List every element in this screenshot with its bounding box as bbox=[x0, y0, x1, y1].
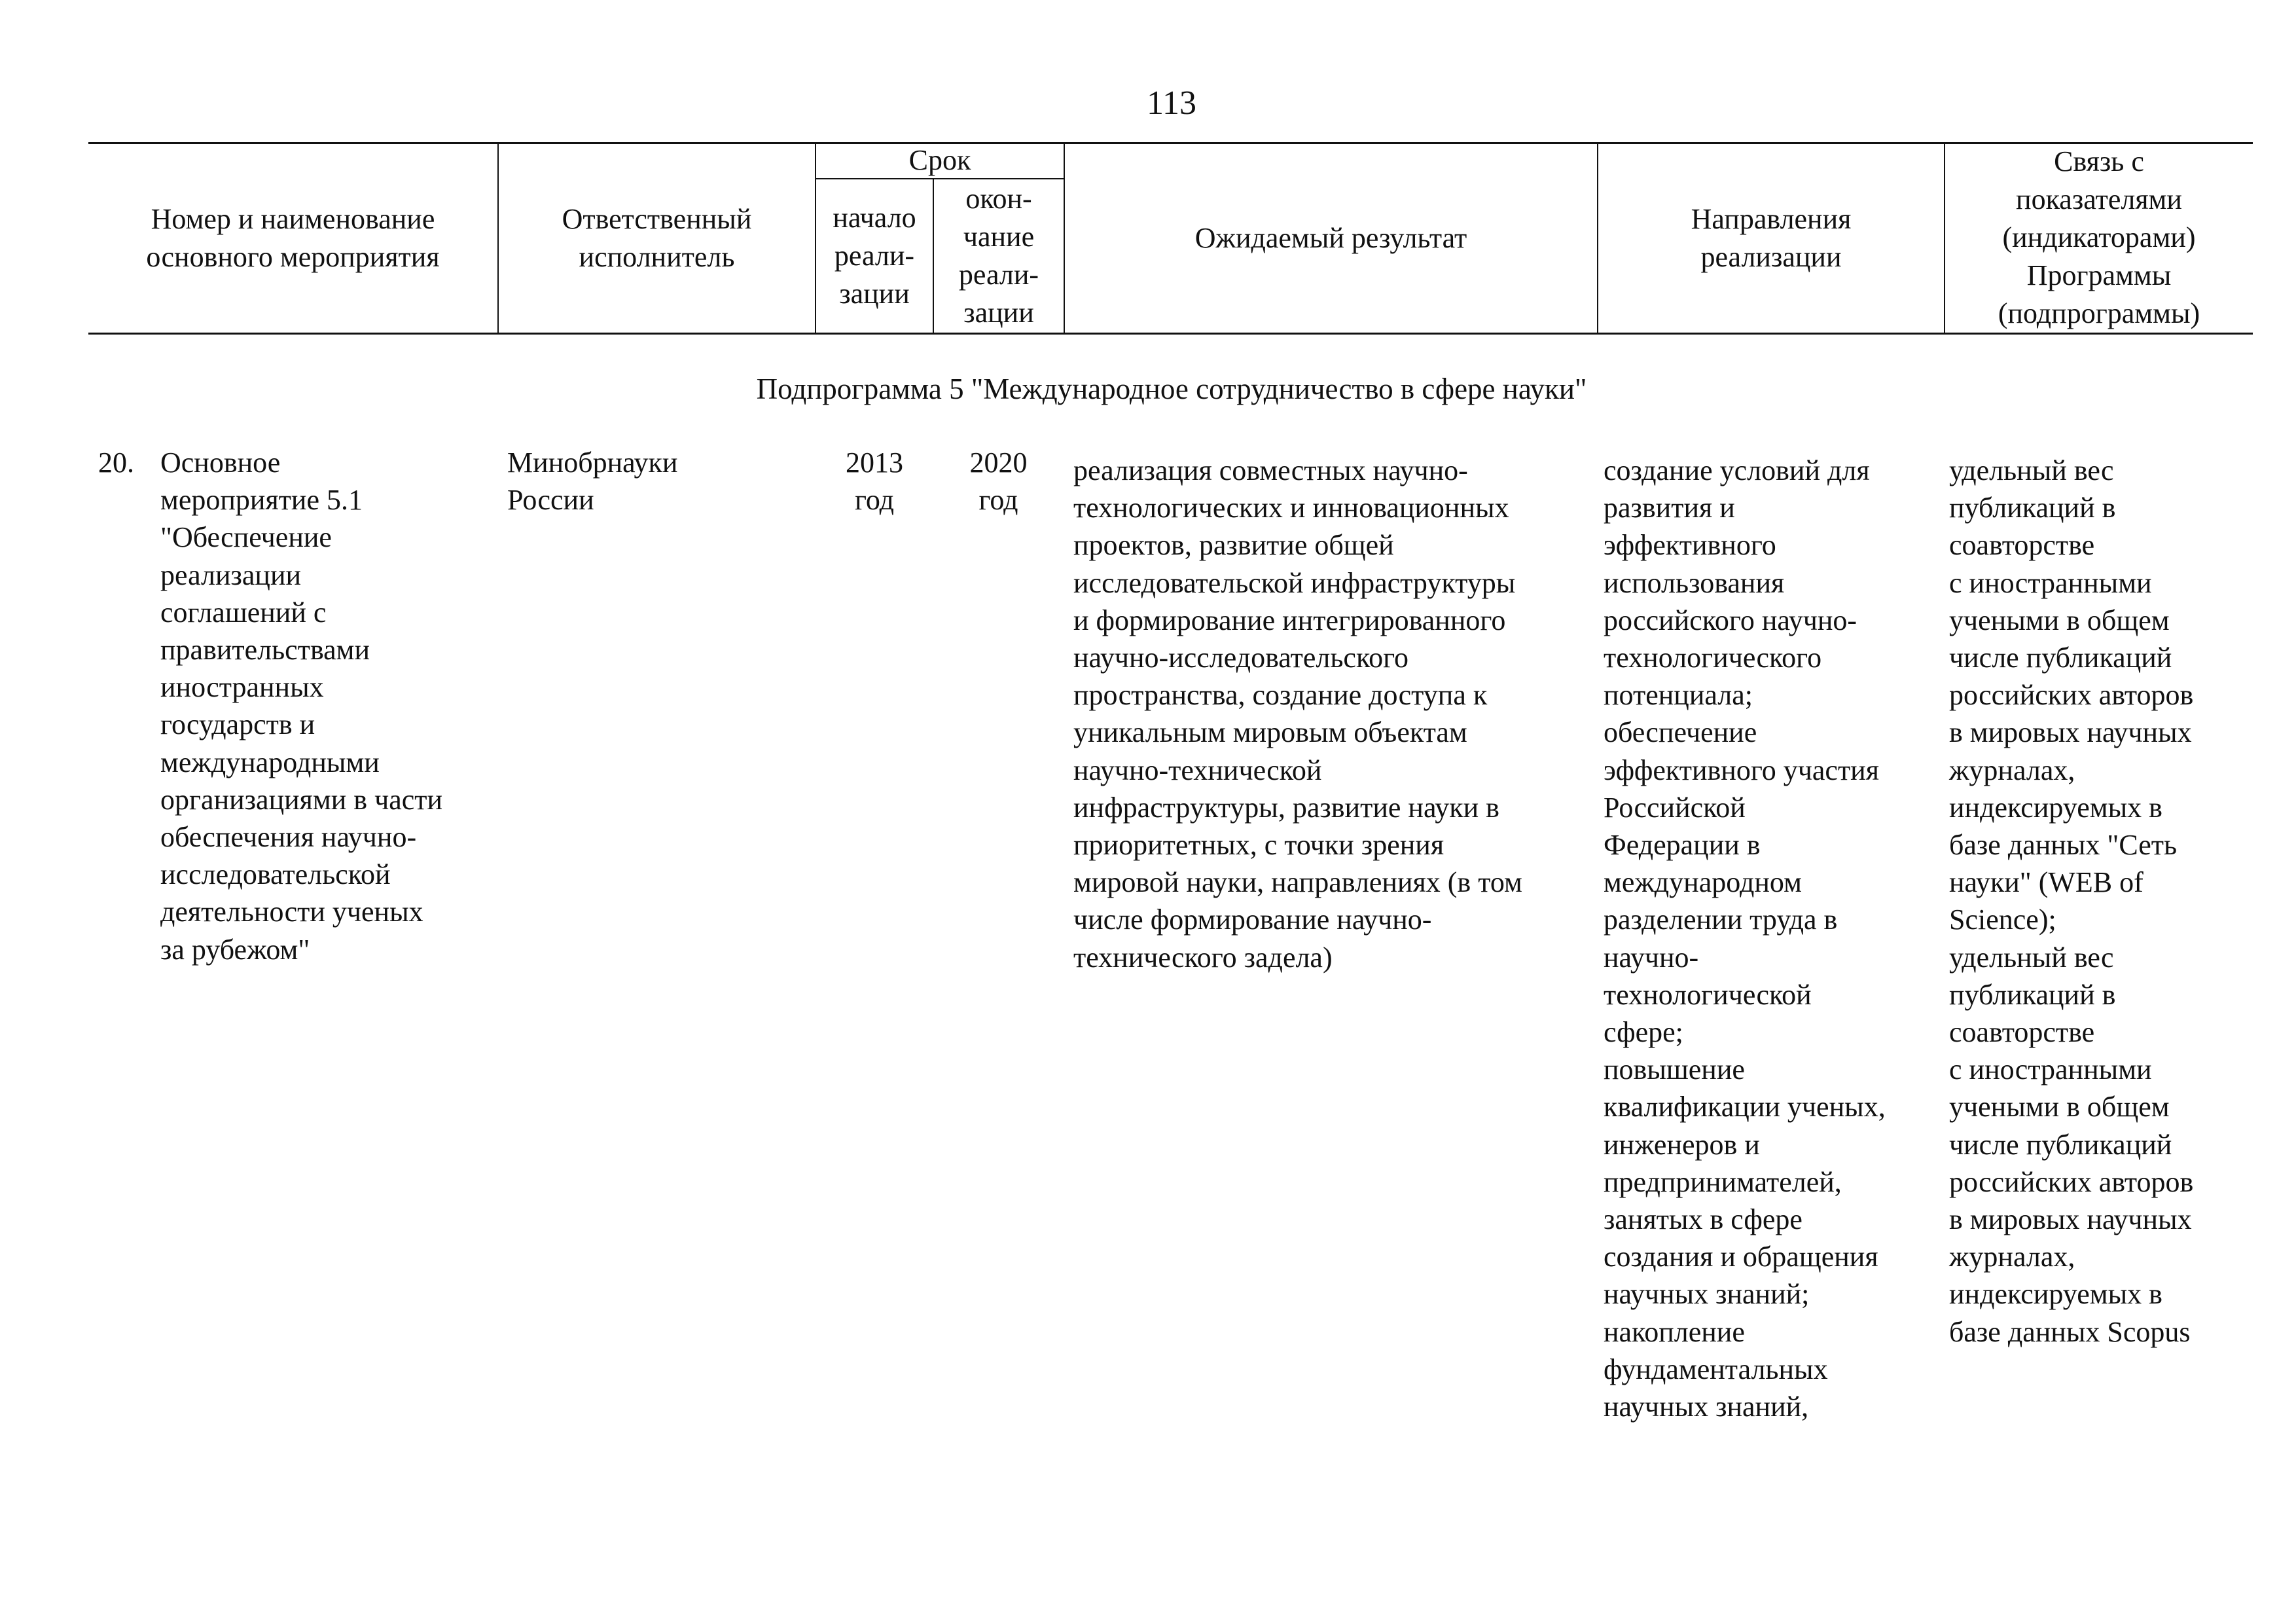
row-start-year: 2013 год bbox=[846, 447, 903, 517]
header-directions: Направления реализации bbox=[1691, 203, 1852, 273]
row-executor: Минобрнауки России bbox=[507, 447, 678, 517]
header-start: начало реали- зации bbox=[833, 202, 916, 310]
row-expected-result: реализация совместных научно- технологических и инновационных проектов, развитие общей исследовательской инфраструктуры и формирование интегрированного научно-исследовательского пространства, создание доступа к уникальным мировым объектам научно-технической инфраструктуры, развитие науки в приоритетных, с точки зрения мировой науки, направлениях (в том числе формирование научно- технического задела) bbox=[1073, 454, 1522, 974]
header-end: окон- чание реали- зации bbox=[958, 183, 1039, 329]
header-term: Срок bbox=[908, 143, 971, 176]
row-activity-name: Основное мероприятие 5.1 "Обеспечение реализации соглашений с правительствами иностранных государств и международными организациями в части обеспечения научно- исследовательской деятельности ученых за рубежом" bbox=[160, 447, 443, 966]
header-result: Ожидаемый результат bbox=[1194, 222, 1467, 254]
row-number: 20. bbox=[98, 447, 134, 479]
page-number: 113 bbox=[1146, 84, 1197, 122]
row-directions: создание условий для развития и эффективного использования российского научно- технологического потенциала; обеспечение эффективного участия Российской Федерации в международном разделении труда в научно- технологической сфере; повышение квалификации ученых, инженеров и предпринимателей, занятых в сфере создания и обращения научных знаний; накопление фундаментальных научных знаний, bbox=[1604, 454, 1886, 1423]
header-number-and-name: Номер и наименование основного мероприятия bbox=[146, 203, 440, 273]
row-end-year: 2020 год bbox=[969, 447, 1028, 517]
header-indicators: Связь с показателями (индикаторами) Программы (подпрограммы) bbox=[1998, 145, 2200, 329]
row-indicators: удельный вес публикаций в соавторстве с иностранными учеными в общем числе публикаций российских авторов в мировых научных журналах, индексируемых в базе данных "Сеть науки" (WEB of Science); удельный вес публикаций в соавторстве с иностранными учеными в общем числе публикаций российских авторов в мировых научных журналах, индексируемых в базе данных Scopus bbox=[1949, 454, 2194, 1348]
subprogram-title: Подпрограмма 5 "Международное сотрудничество в сфере науки" bbox=[756, 373, 1587, 405]
header-executor: Ответственный исполнитель bbox=[562, 203, 752, 273]
table-header-bottom-border bbox=[88, 333, 2253, 335]
